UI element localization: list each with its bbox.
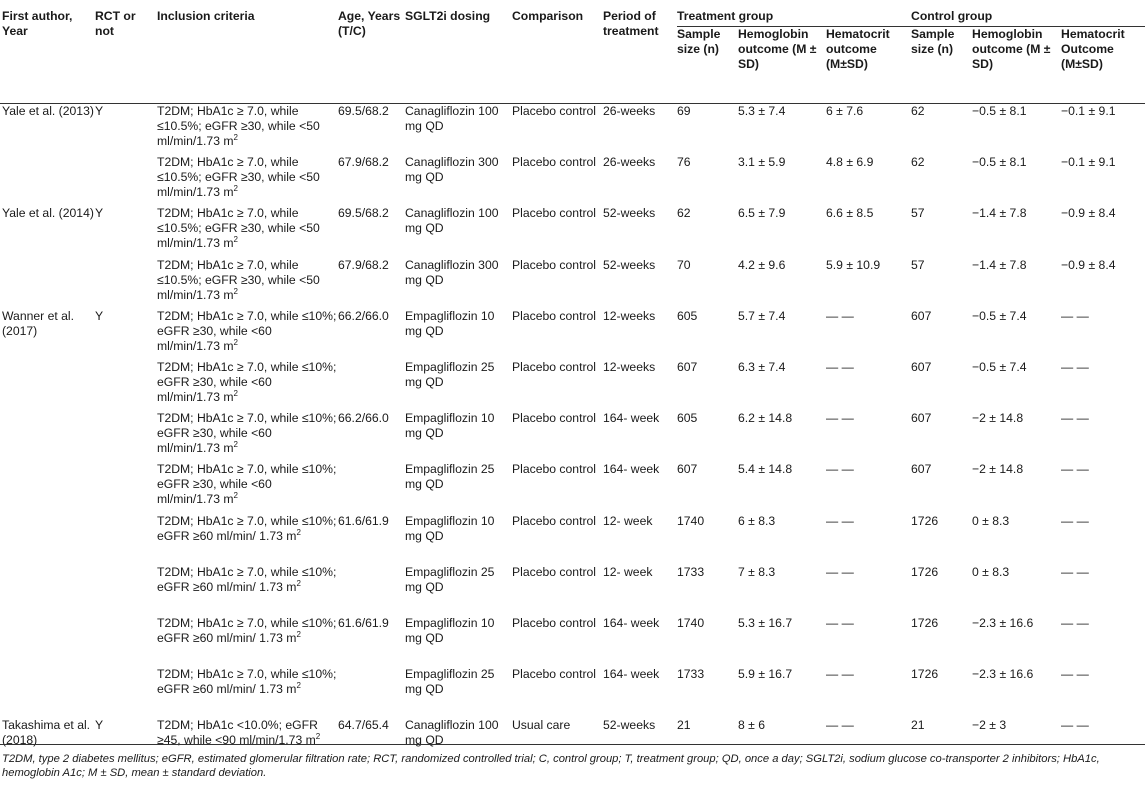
header-c-hemoglobin: Hemoglobin outcome (M ± SD) (972, 27, 1051, 71)
inclusion-text: T2DM; HbA1c ≥ 7.0, while ≤10.5%; eGFR ≥30, while <50 ml/min/1.73 m (157, 155, 320, 200)
cell-rct: Y (95, 308, 104, 323)
inclusion-text: T2DM; HbA1c ≥ 7.0, while ≤10%; eGFR ≥60 ml/min/ 1.73 m (157, 667, 337, 697)
cell-t-hemoglobin: 6.3 ± 7.4 (738, 359, 786, 374)
cell-period: 52-weeks (603, 257, 656, 272)
cell-c-hematocrit: −0.1 ± 9.1 (1061, 155, 1116, 170)
unit-superscript: 2 (233, 337, 238, 347)
table-row (0, 565, 1145, 616)
header-comparison: Comparison (512, 9, 584, 23)
cell-age: 67.9/68.2 (338, 155, 389, 170)
unit-superscript: 2 (296, 629, 301, 639)
cell-t-hemoglobin: 6.5 ± 7.9 (738, 206, 786, 221)
cell-author (0, 616, 95, 667)
cell-rct (95, 258, 157, 309)
table-row (0, 360, 1145, 411)
cell-c-hemoglobin: −2 ± 14.8 (972, 411, 1024, 426)
cell-period: 164- week (603, 411, 660, 426)
table-row (0, 616, 1145, 667)
cell-rct: Y (95, 206, 104, 221)
unit-superscript: 2 (233, 235, 238, 245)
cell-t-hemoglobin: 7 ± 8.3 (738, 564, 776, 579)
cell-t-hematocrit: — — (826, 411, 854, 426)
table-row (0, 462, 1145, 513)
cell-c-hemoglobin: −2 ± 14.8 (972, 462, 1024, 477)
cell-inclusion (157, 258, 338, 309)
cell-author (0, 667, 95, 718)
cell-comparison: Placebo control (512, 564, 597, 579)
cell-c-hematocrit: — — (1061, 615, 1089, 630)
cell-t-sample: 605 (677, 411, 698, 426)
cell-age (338, 360, 405, 411)
cell-comparison: Placebo control (512, 615, 597, 630)
cell-comparison: Placebo control (512, 513, 597, 528)
cell-inclusion (157, 104, 338, 156)
cell-c-hemoglobin: −2.3 ± 16.6 (972, 615, 1034, 630)
cell-period: 164- week (603, 462, 660, 477)
inclusion-text: T2DM; HbA1c ≥ 7.0, while ≤10%; eGFR ≥30, while <60 ml/min/1.73 m (157, 411, 337, 456)
inclusion-text: T2DM; HbA1c ≥ 7.0, while ≤10%; eGFR ≥30, while <60 ml/min/1.73 m (157, 308, 337, 353)
cell-t-hematocrit: — — (826, 718, 854, 733)
cell-rct: Y (95, 718, 104, 733)
cell-comparison: Placebo control (512, 206, 597, 221)
inclusion-text: T2DM; HbA1c ≥ 7.0, while ≤10.5%; eGFR ≥30, while <50 ml/min/1.73 m (157, 257, 320, 302)
cell-comparison: Placebo control (512, 359, 597, 374)
unit-superscript: 2 (296, 578, 301, 588)
cell-comparison: Placebo control (512, 308, 597, 323)
cell-comparison: Placebo control (512, 667, 597, 682)
cell-c-sample: 62 (911, 104, 925, 118)
cell-period: 12-weeks (603, 359, 656, 374)
header-control-group: Control group (911, 0, 1145, 27)
cell-t-sample: 69 (677, 104, 691, 118)
cell-age: 64.7/65.4 (338, 718, 389, 733)
table-row (0, 206, 1145, 257)
cell-age: 66.2/66.0 (338, 308, 389, 323)
cell-t-hematocrit: 6.6 ± 8.5 (826, 206, 874, 221)
header-t-sample: Sample size (n) (677, 27, 721, 56)
cell-inclusion (157, 309, 338, 360)
cell-author (0, 360, 95, 411)
inclusion-text: T2DM; HbA1c ≥ 7.0, while ≤10%; eGFR ≥60 ml/min/ 1.73 m (157, 615, 337, 645)
cell-age (338, 565, 405, 616)
cell-comparison: Placebo control (512, 411, 597, 426)
cell-age: 67.9/68.2 (338, 257, 389, 272)
cell-t-sample: 76 (677, 155, 691, 170)
cell-author: Takashima et al. (2018) (2, 718, 91, 748)
cell-c-hematocrit: — — (1061, 359, 1089, 374)
cell-t-sample: 1733 (677, 564, 705, 579)
cell-t-hemoglobin: 6.2 ± 14.8 (738, 411, 793, 426)
inclusion-text: T2DM; HbA1c ≥ 7.0, while ≤10%; eGFR ≥60 ml/min/ 1.73 m (157, 564, 337, 594)
cell-c-hemoglobin: −0.5 ± 7.4 (972, 359, 1027, 374)
unit-superscript: 2 (233, 491, 238, 501)
cell-comparison: Placebo control (512, 257, 597, 272)
cell-t-hemoglobin: 5.4 ± 14.8 (738, 462, 793, 477)
cell-author: Wanner et al. (2017) (2, 308, 75, 338)
cell-dosing: Canagliflozin 100 mg QD (405, 206, 499, 236)
cell-age: 66.2/66.0 (338, 411, 389, 426)
cell-inclusion (157, 155, 338, 206)
inclusion-text: T2DM; HbA1c ≥ 7.0, while ≤10%; eGFR ≥30, while <60 ml/min/1.73 m (157, 462, 337, 507)
cell-t-sample: 1740 (677, 615, 705, 630)
cell-rct (95, 616, 157, 667)
header-dosing: SGLT2i dosing (405, 9, 491, 23)
cell-t-sample: 1740 (677, 513, 705, 528)
cell-t-hemoglobin: 5.3 ± 16.7 (738, 615, 793, 630)
table-row (0, 667, 1145, 718)
header-rct: RCT or not (95, 9, 136, 38)
table-body (0, 104, 1145, 770)
cell-age: 69.5/68.2 (338, 206, 389, 221)
cell-comparison: Usual care (512, 718, 571, 733)
cell-c-hemoglobin: −2.3 ± 16.6 (972, 667, 1034, 682)
cell-c-sample: 607 (911, 462, 932, 477)
cell-c-sample: 1726 (911, 615, 939, 630)
cell-c-hemoglobin: −1.4 ± 7.8 (972, 206, 1027, 221)
cell-rct (95, 155, 157, 206)
cell-t-hematocrit: 6 ± 7.6 (826, 104, 864, 118)
table-footnote: T2DM, type 2 diabetes mellitus; eGFR, estimated glomerular filtration rate; RCT, randomized controlled trial; C, control group; T, treatment group; QD, once a day; SGLT2i, sodium glucose co-transporter 2 inhibitors; HbA1c, hemoglobin A1c; M ± SD, mean ± standard deviation. (2, 753, 1100, 779)
cell-dosing: Empagliflozin 10 mg QD (405, 308, 495, 338)
table-row (0, 309, 1145, 360)
cell-c-hemoglobin: −0.5 ± 8.1 (972, 104, 1027, 118)
cell-author (0, 155, 95, 206)
inclusion-text: T2DM; HbA1c ≥ 7.0, while ≤10.5%; eGFR ≥30, while <50 ml/min/1.73 m (157, 104, 320, 148)
unit-superscript: 2 (233, 440, 238, 450)
cell-inclusion (157, 667, 338, 718)
unit-superscript: 2 (296, 527, 301, 537)
cell-c-hematocrit: — — (1061, 411, 1089, 426)
cell-t-sample: 607 (677, 462, 698, 477)
cell-t-sample: 70 (677, 257, 691, 272)
cell-period: 164- week (603, 667, 660, 682)
cell-c-hematocrit: −0.1 ± 9.1 (1061, 104, 1116, 118)
inclusion-text: T2DM; HbA1c ≥ 7.0, while ≤10.5%; eGFR ≥30, while <50 ml/min/1.73 m (157, 206, 320, 251)
unit-superscript: 2 (233, 133, 238, 142)
cell-c-hematocrit: −0.9 ± 8.4 (1061, 257, 1116, 272)
table-row (0, 514, 1145, 565)
cell-period: 12- week (603, 513, 653, 528)
inclusion-text: T2DM; HbA1c ≥ 7.0, while ≤10%; eGFR ≥30, while <60 ml/min/1.73 m (157, 359, 337, 404)
header-c-sample: Sample size (n) (911, 27, 955, 56)
cell-dosing: Canagliflozin 100 mg QD (405, 104, 499, 133)
cell-dosing: Empagliflozin 25 mg QD (405, 564, 495, 594)
cell-dosing: Empagliflozin 10 mg QD (405, 615, 495, 645)
cell-t-hemoglobin: 5.3 ± 7.4 (738, 104, 786, 118)
cell-rct (95, 360, 157, 411)
inclusion-text: T2DM; HbA1c <10.0%; eGFR ≥45, while <90 ml/min/1.73 m (157, 718, 318, 748)
cell-t-sample: 605 (677, 308, 698, 323)
header-c-hematocrit: Hematocrit Outcome (M±SD) (1061, 27, 1125, 71)
cell-rct (95, 411, 157, 462)
cell-comparison: Placebo control (512, 462, 597, 477)
cell-dosing: Canagliflozin 300 mg QD (405, 257, 499, 287)
cell-inclusion (157, 206, 338, 257)
cell-period: 164- week (603, 615, 660, 630)
cell-rct (95, 667, 157, 718)
cell-inclusion (157, 360, 338, 411)
table-header (0, 0, 1145, 104)
cell-period: 26-weeks (603, 155, 656, 170)
cell-c-sample: 21 (911, 718, 925, 733)
cell-author: Yale et al. (2013) (2, 104, 94, 118)
cell-c-hemoglobin: 0 ± 8.3 (972, 564, 1010, 579)
cell-c-sample: 62 (911, 155, 925, 170)
cell-age: 61.6/61.9 (338, 615, 389, 630)
cell-inclusion (157, 616, 338, 667)
cell-t-sample: 1733 (677, 667, 705, 682)
cell-c-sample: 607 (911, 359, 932, 374)
cell-c-sample: 57 (911, 206, 925, 221)
cell-age: 61.6/61.9 (338, 513, 389, 528)
cell-author: Yale et al. (2014) (2, 206, 94, 221)
cell-t-hematocrit: — — (826, 308, 854, 323)
cell-c-sample: 607 (911, 308, 932, 323)
cell-dosing: Empagliflozin 25 mg QD (405, 462, 495, 492)
cell-c-hematocrit: — — (1061, 718, 1089, 733)
header-age: Age, Years (T/C) (338, 9, 401, 38)
unit-superscript: 2 (233, 286, 238, 296)
cell-c-hemoglobin: −2 ± 3 (972, 718, 1007, 733)
cell-period: 12-weeks (603, 308, 656, 323)
cell-author (0, 411, 95, 462)
cell-t-sample: 21 (677, 718, 691, 733)
cell-rct (95, 462, 157, 513)
cell-dosing: Empagliflozin 10 mg QD (405, 513, 495, 543)
cell-t-hematocrit: — — (826, 513, 854, 528)
cell-author (0, 258, 95, 309)
cell-c-sample: 1726 (911, 564, 939, 579)
header-period: Period of treatment (603, 9, 659, 38)
header-inclusion: Inclusion criteria (157, 9, 255, 23)
table-bottom-rule (0, 744, 1145, 745)
cell-t-sample: 607 (677, 359, 698, 374)
cell-dosing: Canagliflozin 300 mg QD (405, 155, 499, 185)
table-row (0, 155, 1145, 206)
cell-inclusion (157, 565, 338, 616)
header-t-hemoglobin: Hemoglobin outcome (M ± SD) (738, 27, 817, 71)
cell-c-hematocrit: — — (1061, 667, 1089, 682)
cell-c-hematocrit: — — (1061, 564, 1089, 579)
cell-period: 52-weeks (603, 718, 656, 733)
cell-period: 12- week (603, 564, 653, 579)
header-treatment-group: Treatment group (677, 0, 911, 27)
cell-dosing: Empagliflozin 10 mg QD (405, 411, 495, 441)
unit-superscript: 2 (315, 732, 321, 742)
cell-t-hematocrit: — — (826, 462, 854, 477)
table-row (0, 411, 1145, 462)
table-row (0, 258, 1145, 309)
header-t-hematocrit: Hematocrit outcome (M±SD) (826, 27, 890, 71)
cell-c-hemoglobin: −1.4 ± 7.8 (972, 257, 1027, 272)
inclusion-text: T2DM; HbA1c ≥ 7.0, while ≤10%; eGFR ≥60 ml/min/ 1.73 m (157, 513, 337, 543)
cell-t-hematocrit: — — (826, 564, 854, 579)
unit-superscript: 2 (233, 184, 238, 194)
header-first-author: First author, Year (2, 9, 73, 38)
cell-age: 69.5/68.2 (338, 104, 389, 118)
cell-c-hematocrit: — — (1061, 462, 1089, 477)
cell-t-hematocrit: 4.8 ± 6.9 (826, 155, 874, 170)
cell-dosing: Empagliflozin 25 mg QD (405, 667, 495, 697)
cell-c-hematocrit: −0.9 ± 8.4 (1061, 206, 1116, 221)
cell-c-hemoglobin: 0 ± 8.3 (972, 513, 1010, 528)
cell-c-sample: 57 (911, 257, 925, 272)
cell-t-hematocrit: — — (826, 359, 854, 374)
cell-c-hemoglobin: −0.5 ± 8.1 (972, 155, 1027, 170)
cell-t-hematocrit: — — (826, 615, 854, 630)
cell-age (338, 462, 405, 513)
cell-rct (95, 565, 157, 616)
cell-author (0, 462, 95, 513)
cell-rct: Y (95, 104, 104, 118)
cell-dosing: Empagliflozin 25 mg QD (405, 359, 495, 389)
cell-c-sample: 1726 (911, 513, 939, 528)
cell-inclusion (157, 411, 338, 462)
cell-comparison: Placebo control (512, 155, 597, 170)
cell-c-sample: 607 (911, 411, 932, 426)
cell-period: 26-weeks (603, 104, 656, 118)
cell-rct (95, 514, 157, 565)
cell-t-hematocrit: — — (826, 667, 854, 682)
cell-c-sample: 1726 (911, 667, 939, 682)
cell-t-hemoglobin: 5.9 ± 16.7 (738, 667, 793, 682)
cell-t-hemoglobin: 8 ± 6 (738, 718, 766, 733)
cell-c-hematocrit: — — (1061, 513, 1089, 528)
cell-t-hemoglobin: 4.2 ± 9.6 (738, 257, 786, 272)
unit-superscript: 2 (296, 681, 301, 691)
cell-period: 52-weeks (603, 206, 656, 221)
cell-t-sample: 62 (677, 206, 691, 221)
cell-t-hemoglobin: 6 ± 8.3 (738, 513, 776, 528)
cell-c-hemoglobin: −0.5 ± 7.4 (972, 308, 1027, 323)
cell-t-hemoglobin: 3.1 ± 5.9 (738, 155, 786, 170)
cell-t-hemoglobin: 5.7 ± 7.4 (738, 308, 786, 323)
cell-comparison: Placebo control (512, 104, 597, 118)
cell-age (338, 667, 405, 718)
cell-dosing: Canagliflozin 100 mg QD (405, 718, 499, 748)
unit-superscript: 2 (233, 388, 238, 398)
cell-t-hematocrit: 5.9 ± 10.9 (826, 257, 881, 272)
cell-author (0, 565, 95, 616)
cell-c-hematocrit: — — (1061, 308, 1089, 323)
table-row (0, 104, 1145, 156)
cell-inclusion (157, 514, 338, 565)
cell-inclusion (157, 462, 338, 513)
cell-author (0, 514, 95, 565)
